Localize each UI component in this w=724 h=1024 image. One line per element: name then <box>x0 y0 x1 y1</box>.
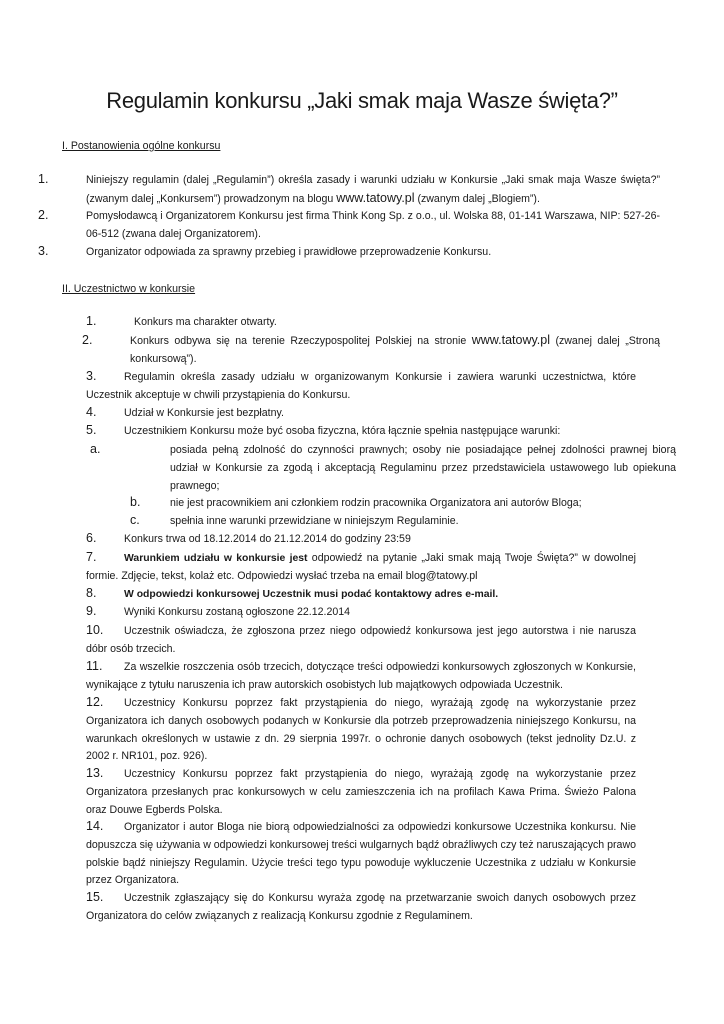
s2-item-1 <box>86 313 636 332</box>
item-text: Uczestnik zgłaszający się do Konkursu wyraża zgodę na przetwarzanie swoich danych osobowych przez Organizatora do celów związanych z realizacją Konkursu zgodnie z Regulaminem. <box>86 892 636 922</box>
s1-item-3 <box>38 243 660 262</box>
site-url: www.tatowy.pl <box>471 333 550 347</box>
s2-item-5a <box>90 441 676 495</box>
blog-url: www.tatowy.pl <box>336 190 415 205</box>
item-text: Konkurs trwa od 18.12.2014 do 21.12.2014 do godziny 23:59 <box>124 533 411 545</box>
s2-item-2 <box>82 332 660 369</box>
item-number: 4. <box>86 405 97 419</box>
item-text: Regulamin określa zasady udziału w organizowanym Konkursie i zawiera warunki uczestnictwa, które Uczestnik akceptuje w chwili przystąpienia do Konkursu. <box>86 371 636 401</box>
s2-item-13 <box>86 765 636 819</box>
item-text: Organizator odpowiada za sprawny przebieg i prawidłowe przeprowadzenie Konkursu. <box>86 246 492 258</box>
item-text-end: (zwanej dalej „Stroną konkursową”). <box>130 335 660 365</box>
item-text: Konkurs odbywa się na terenie Rzeczypospolitej Polskiej na stronie <box>130 335 472 347</box>
item-number: 11. <box>86 659 103 673</box>
item-text: Wyniki Konkursu zostaną ogłoszone 22.12.2014 <box>124 606 351 618</box>
item-number: 1. <box>86 314 97 328</box>
item-number: 2. <box>38 208 49 222</box>
item-number: 9. <box>86 604 97 618</box>
item-number: 1. <box>38 172 49 186</box>
sub-text: nie jest pracownikiem ani członkiem rodzin pracownika Organizatora ani autorów Bloga; <box>170 497 582 509</box>
item-text-bold: W odpowiedzi konkursowej Uczestnik musi podać kontaktowy adres e-mail. <box>124 589 499 600</box>
item-text: Udział w Konkursie jest bezpłatny. <box>124 407 284 419</box>
section-2-heading: II. Uczestnictwo w konkursie <box>62 283 196 295</box>
s2-item-6 <box>86 530 636 549</box>
item-number: 7. <box>86 550 97 564</box>
item-text: Niniejszy regulamin (dalej „Regulamin”) określa zasady i warunki udziału w Konkursie „Jaki smak maja Wasze święta?” (zwanym dalej „Konkursem”) prowadzonym na blogu <box>86 174 660 205</box>
s2-item-9 <box>86 603 636 622</box>
s2-item-4 <box>86 404 636 423</box>
s2-item-5 <box>86 422 636 441</box>
sub-letter: a. <box>90 442 101 456</box>
s2-item-5c <box>130 512 636 531</box>
s1-item-1 <box>38 171 660 209</box>
item-number: 6. <box>86 531 97 545</box>
sub-letter: b. <box>130 495 141 509</box>
s2-item-14 <box>86 818 636 890</box>
item-text: Uczestnicy Konkursu poprzez fakt przystąpienia do niego, wyrażają zgodę na wykorzystanie przez Organizatora przesłanych prac konkursowych w celu zamieszczenia ich na profilach Kawa Prima. Świeżo Palona oraz Douwe Egberds Polska. <box>86 768 636 816</box>
item-text: Uczestnik oświadcza, że zgłoszona przez niego odpowiedź konkursowa jest jego autorstwa i nie narusza dóbr osób trzecich. <box>86 625 636 655</box>
s2-item-10 <box>86 622 636 659</box>
s2-item-8 <box>86 585 636 604</box>
item-number: 14. <box>86 819 104 833</box>
s2-item-7 <box>86 549 636 586</box>
sub-text: spełnia inne warunki przewidziane w niniejszym Regulaminie. <box>170 515 459 527</box>
s2-item-5b <box>130 494 636 513</box>
item-text: Za wszelkie roszczenia osób trzecich, dotyczące treści odpowiedzi konkursowych zgłoszonych w Konkursie, wynikające z tytułu naruszenia ich praw autorskich osobistych lub majątkowych odpowiada Uczestnik. <box>86 661 636 691</box>
item-number: 3. <box>86 369 97 383</box>
item-text: Uczestnikiem Konkursu może być osoba fizyczna, która łącznie spełnia następujące warunki: <box>124 425 561 437</box>
item-number: 15. <box>86 890 104 904</box>
item-number: 13. <box>86 766 104 780</box>
sub-text: posiada pełną zdolność do czynności prawnych; osoby nie posiadające pełnej zdolności prawnej biorą udział w Konkursie za zgodą i akceptacją Regulaminu przez przedstawiciela ustawowego lub opiekuna prawnego; <box>170 444 676 492</box>
item-text-bold: Warunkiem udziału w konkursie jest <box>124 553 308 564</box>
s2-item-15 <box>86 889 636 926</box>
sub-letter: c. <box>130 513 140 527</box>
item-text: Konkurs ma charakter otwarty. <box>134 316 277 328</box>
s2-item-11 <box>86 658 636 695</box>
item-text: odpowiedź na pytanie „Jaki smak mają Twoje Święta?” w dowolnej formie. Zdjęcie, tekst, kolaż etc. Odpowiedzi wysłać trzeba na email blog@tatowy.pl <box>86 552 636 582</box>
page-title: Regulamin konkursu „Jaki smak maja Wasze święta?” <box>106 88 618 113</box>
item-number: 2. <box>82 333 93 347</box>
s1-item-2 <box>38 207 660 244</box>
item-text: Organizator i autor Bloga nie biorą odpowiedzialności za odpowiedzi konkursowe Uczestnika konkursu. Nie dopuszcza się używania w odpowiedzi konkursowej treści wulgarnych bądź obraźliwych czy też naruszających prawo polskie bądź niniejszy Regulamin. Użycie treści tego typu powoduje wykluczenie Uczestnika z udziału w Konkursie przez Organizatora. <box>86 821 636 887</box>
item-text: Pomysłodawcą i Organizatorem Konkursu jest firma Think Kong Sp. z o.o., ul. Wolska 88, 01-141 Warszawa, NIP: 527-26-06-512 (zwana dalej Organizatorem). <box>86 210 660 240</box>
item-number: 8. <box>86 586 97 600</box>
item-text: Uczestnicy Konkursu poprzez fakt przystąpienia do niego, wyrażają zgodę na wykorzystanie przez Organizatora ich danych osobowych podanych w Konkursie dla potrzeb przeprowadzenia niniejszego Konkursu, na warunkach określonych w ustawie z dn. 29 sierpnia 1997r. o ochronie danych osobowych (tekst jednolity Dz.U. z 2002 r. NR101, poz. 926). <box>86 697 636 763</box>
s2-item-3 <box>86 368 636 405</box>
item-number: 5. <box>86 423 97 437</box>
item-text-end: (zwanym dalej „Blogiem”). <box>414 192 540 205</box>
section-1-heading: I. Postanowienia ogólne konkursu <box>62 140 221 152</box>
s2-item-12 <box>86 694 636 766</box>
item-number: 3. <box>38 244 49 258</box>
item-number: 12. <box>86 695 104 709</box>
item-number: 10. <box>86 623 104 637</box>
